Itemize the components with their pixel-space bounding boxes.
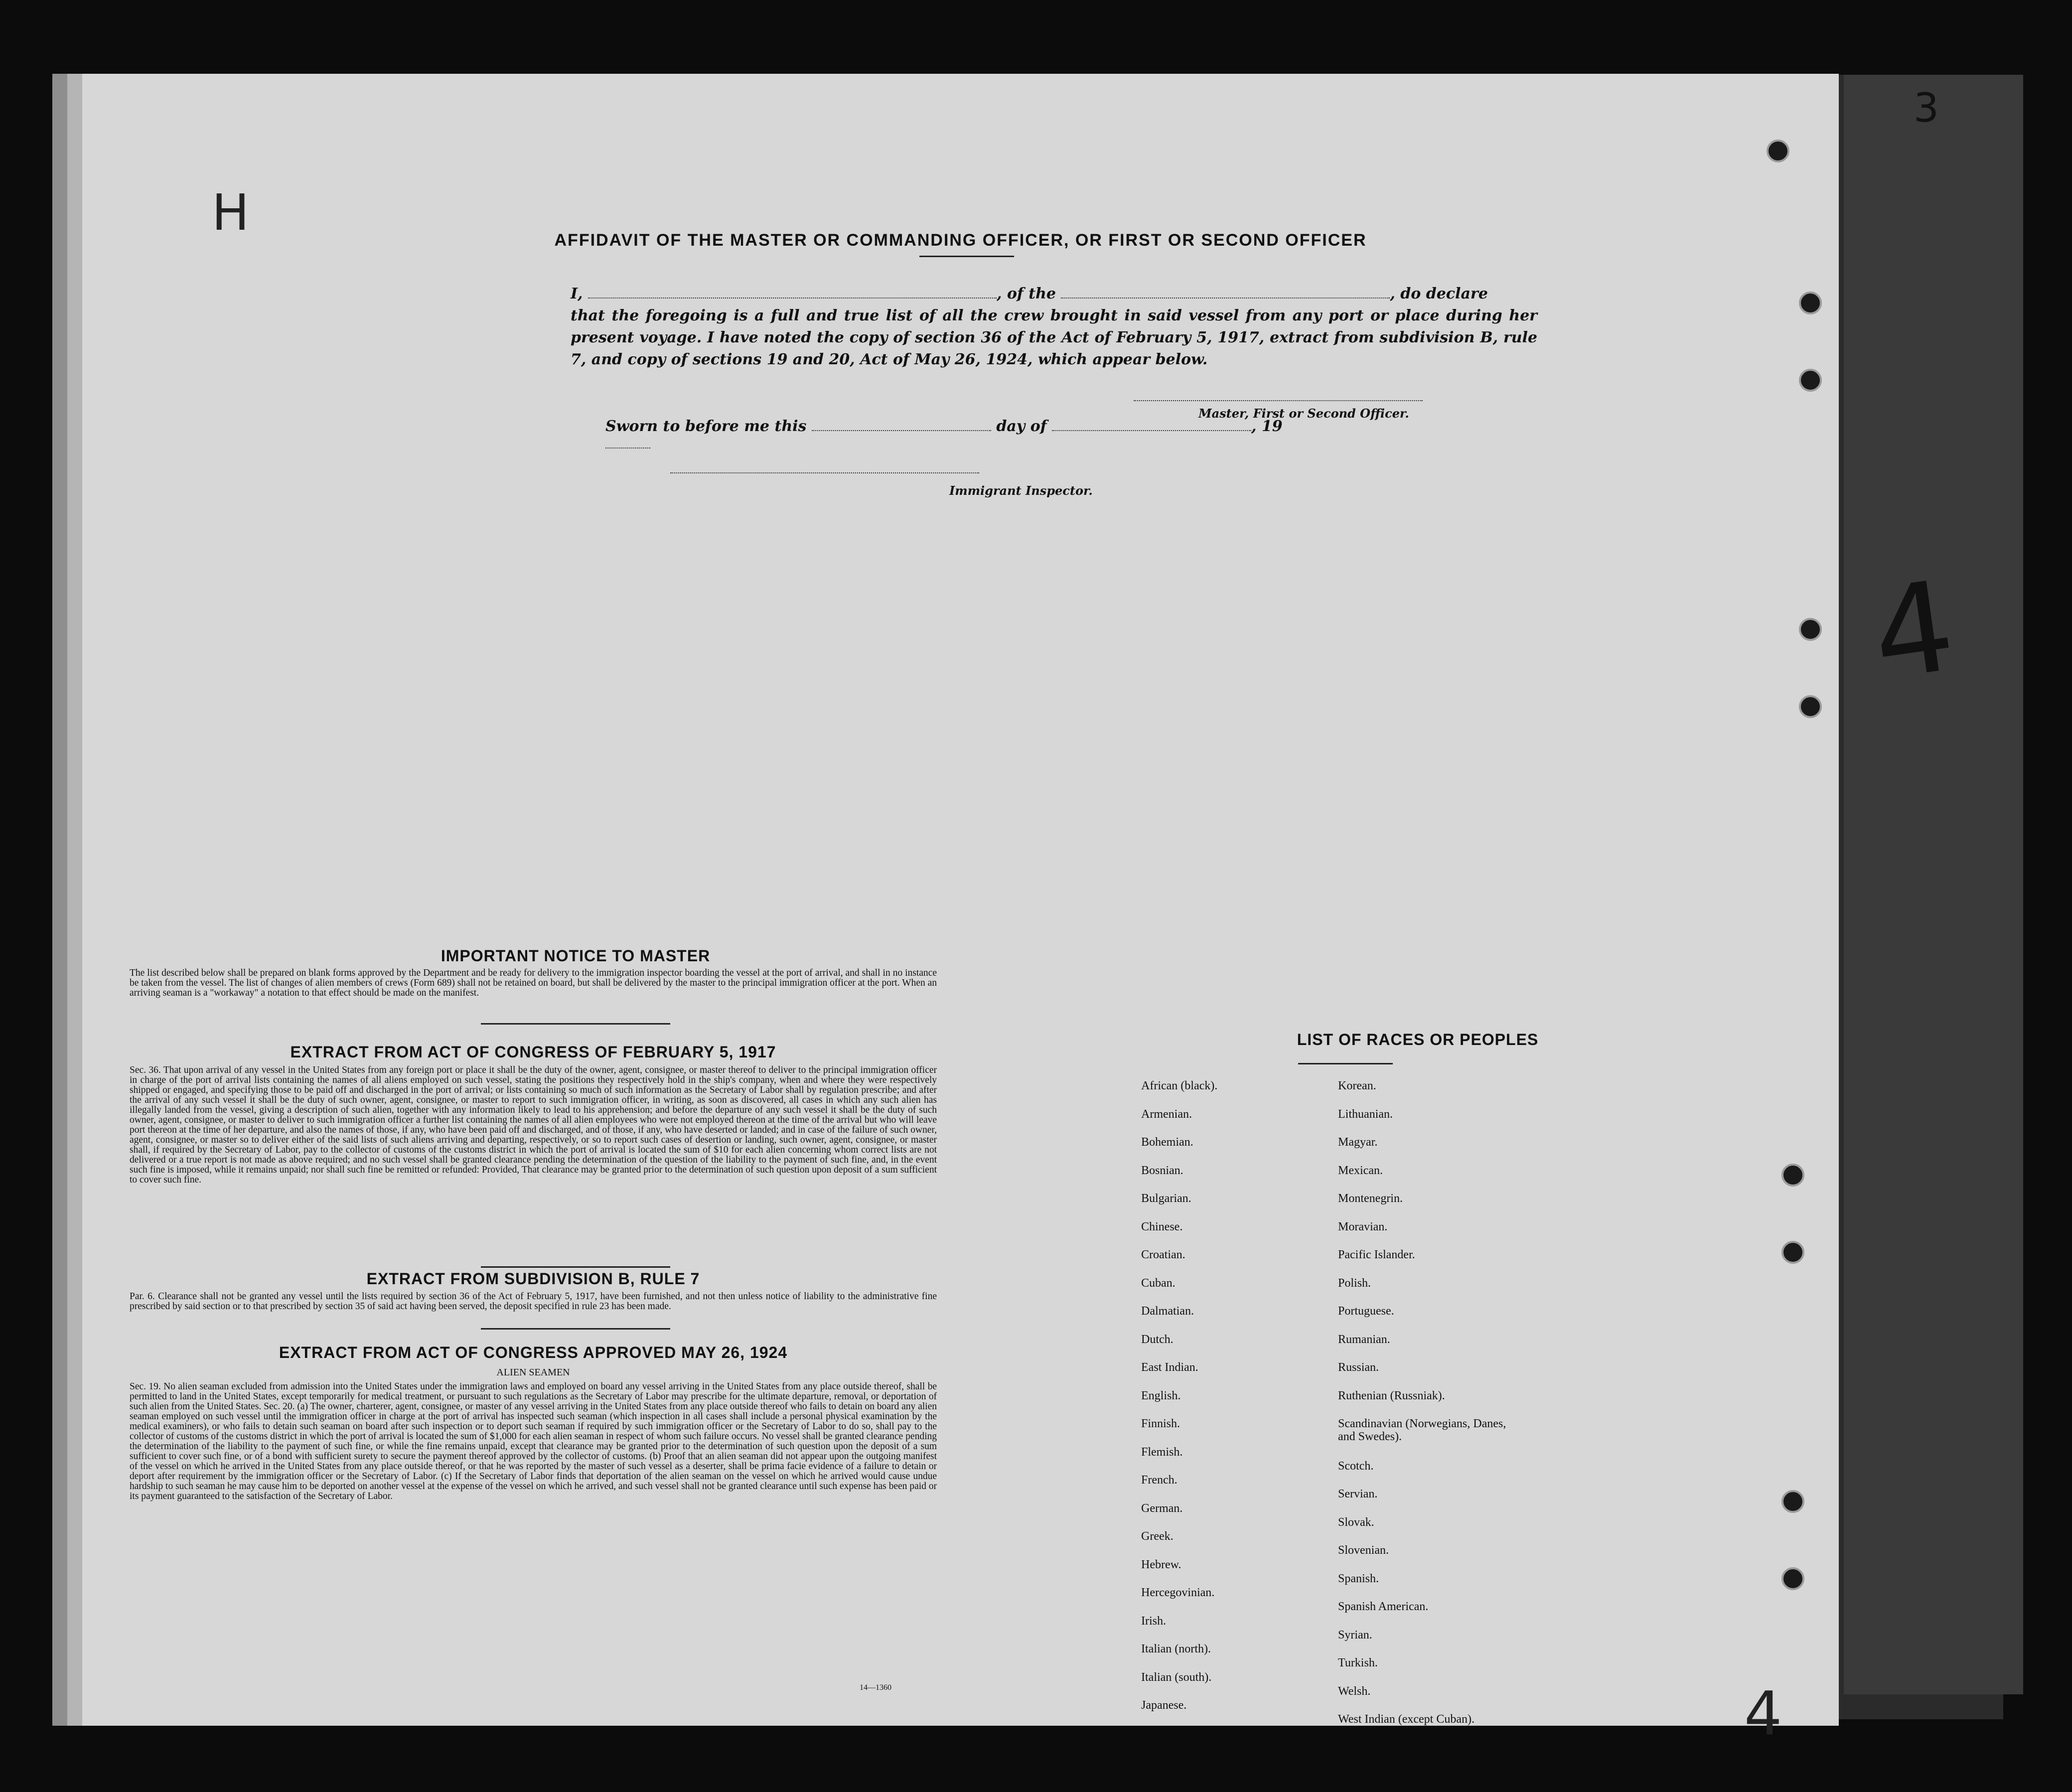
race-item: Servian.: [1338, 1488, 1378, 1500]
race-item: African (black).: [1141, 1079, 1218, 1092]
race-item: Bohemian.: [1141, 1136, 1193, 1149]
sworn-day-blank: [812, 430, 991, 431]
punch-hole: [1799, 695, 1822, 718]
race-item: Armenian.: [1141, 1107, 1192, 1121]
race-item: Japanese.: [1141, 1699, 1187, 1712]
race-item: Turkish.: [1338, 1656, 1378, 1669]
race-item: Chinese.: [1141, 1220, 1183, 1233]
race-item: Mexican.: [1338, 1164, 1383, 1177]
title-divider: [919, 256, 1014, 257]
inspector-caption: Immigrant Inspector.: [949, 483, 1093, 498]
race-item: Syrian.: [1338, 1628, 1372, 1642]
punch-hole: [1781, 1490, 1804, 1513]
race-item: Slovak.: [1338, 1515, 1374, 1529]
name-blank: [588, 298, 997, 299]
notice-title: IMPORTANT NOTICE TO MASTER: [441, 947, 711, 965]
race-item: Lithuanian.: [1338, 1107, 1393, 1121]
race-item: Welsh.: [1338, 1684, 1371, 1698]
extract-1924-text: Sec. 19. No alien seaman excluded from admission into the United States under the immigration laws and employed on board any vessel arriving in the United States from any place outside thereof, shall be permitted to land in the United States, except temporarily for medical treatment, or pursuant to such regulations as the Secretary of Labor may prescribe for the ultimate departure, removal, or deportation of such alien from the United States. Sec. 20. (a) The owner, charterer, agent, consignee, or master of any vessel arriving in the United States from any place outside thereof who fails to detain on board any alien seaman employed on such vessel until the immigration officer in charge at the port of arrival has inspected such seaman (which inspection in all cases shall include a personal physical examination by the medical examiners), or who fails to detain such seaman on board after such inspection or to deport such seaman if required by such immigration officer or the Secretary of Labor to do so, shall pay to the collector of customs of the customs district in which the port of arrival is located the sum of $1,000 for each alien seaman in respect of whom such failure occurs. No vessel shall be granted clearance pending the determination of the liability to the payment of such fine, or while the fine remains unpaid, except that clearance may be granted prior to the determination of such question upon the deposit of a sum sufficient to cover such fine, or of a bond with sufficient surety to secure the payment thereof approved by the collector of customs. (b) Proof that an alien seaman did not appear upon the outgoing manifest of the vessel on which he arrived in the United States from any place outside thereof, or that he was reported by the master of such vessel as a deserter, shall be prima facie evidence of a failure to detain or deport after requirement by the immigration officer or the Secretary of Labor. (c) If the Secretary of Labor finds that deportation of the alien seaman on the vessel on which he arrived would cause undue hardship to such seaman he may cause him to be deported on another vessel at the expense of the vessel on which he arrived, and such vessel shall not be granted clearance until such expense has been paid or its payment guaranteed to the satisfaction of the Secretary of Labor.: [130, 1381, 937, 1501]
race-item: Slovenian.: [1338, 1544, 1389, 1557]
inspector-line: [670, 472, 979, 473]
extract-rule7-text: Par. 6. Clearance shall not be granted any vessel until the lists required by section 36 of the Act of February 5, 1917, have been furnished, and not then unless notice of liability to the administrative fine prescribed by said section or to that prescribed by section 35 of said act having been served, the deposit specified in rule 23 has been made.: [130, 1291, 937, 1312]
race-item: Flemish.: [1141, 1445, 1183, 1459]
races-title: LIST OF RACES OR PEOPLES: [1297, 1031, 1539, 1048]
race-item: Ruthenian (Russniak).: [1338, 1389, 1445, 1402]
affidavit-statement: that the foregoing is a full and true list of all the crew brought in said vessel from any port or place during her present voyage. I have noted the copy of section 36 of the Act of February 5, 1917, extract from subdivision B, rule 7, and copy of sections 19 and 20, Act of May 26, 1924, which appear below.: [571, 307, 1537, 368]
extract-1917-text: Sec. 36. That upon arrival of any vessel in the United States from any foreign port or place it shall be the duty of the owner, agent, consignee, or master thereof to deliver to the principal immigration officer in charge of the port of arrival lists containing the names of all aliens employed on such vessel, stating the positions they respectively hold in the ship's company, when and where they were respectively shipped or engaged, and specifying those to be paid off and discharged in the port of arrival; or lists containing so much of such information as the Secretary of Labor shall by regulation prescribe; and after the arrival of any such vessel it shall be the duty of such owner, agent, consignee, or master to report to such immigration officer, in writing, as soon as discovered, all cases in which any such alien has illegally landed from the vessel, giving a description of such alien, together with any information likely to lead to his apprehension; and before the departure of any such vessel it shall be the duty of such owner, agent, consignee, or master to deliver to such immigration officer a further list containing the names of all alien employees who were not employed thereon at the time of the arrival but who will leave port thereon at the time of her departure, and also the names of those, if any, who have been paid off and discharged, and of those, if any, who have deserted or landed; and in case of the failure of such owner, agent, consignee, or master so to deliver either of the said lists of such aliens arriving and departing, respectively, or so to report such cases of desertion or landing, such owner, agent, consignee, or master shall, if required by the Secretary of Labor, pay to the collector of customs of the customs district in which the port of arrival is located the sum of $10 for each alien concerning whom correct lists are not delivered or a true report is not made as above required; and no such vessel shall be granted clearance pending the determination of the question of the liability to the payment of such fine, and, in the event such fine is imposed, while it remains unpaid; nor shall such fine be remitted or refunded: Provided, That clearance may be granted prior to the determination of such question upon deposit of a sum sufficient to cover such fine.: [130, 1065, 937, 1185]
extract-1917-title: EXTRACT FROM ACT OF CONGRESS OF FEBRUARY 5, 1917: [290, 1043, 776, 1061]
handwritten-corner-mark: 3: [1914, 85, 1939, 131]
race-item: Montenegrin.: [1338, 1192, 1403, 1205]
race-item: Hercegovinian.: [1141, 1586, 1215, 1599]
affidavit-first-line: [571, 283, 1537, 305]
race-item: Finnish.: [1141, 1417, 1181, 1430]
race-item: Scandinavian (Norwegians, Danes, and Swedes).: [1338, 1417, 1506, 1443]
extract-rule7-divider: [481, 1328, 670, 1330]
punch-hole: [1799, 369, 1822, 392]
race-item: Croatian.: [1141, 1248, 1185, 1261]
race-item: West Indian (except Cuban).: [1338, 1713, 1475, 1726]
race-item: East Indian.: [1141, 1361, 1198, 1374]
race-item: Scotch.: [1338, 1459, 1374, 1473]
race-item: German.: [1141, 1501, 1183, 1515]
background-sheet-edge: [1844, 75, 2023, 1694]
race-item: Portuguese.: [1338, 1305, 1394, 1318]
race-item: Irish.: [1141, 1614, 1166, 1628]
punch-hole: [1799, 292, 1822, 314]
sworn-prefix: Sworn to before me this: [605, 418, 807, 435]
declare-label: , do declare: [1390, 285, 1488, 302]
sworn-day-of: day of: [996, 418, 1047, 435]
race-item: Polish.: [1338, 1276, 1371, 1290]
of-the-label: , of the: [996, 285, 1056, 302]
extract-1924-title: EXTRACT FROM ACT OF CONGRESS APPROVED MAY 26, 1924: [279, 1344, 788, 1361]
signature-caption: Master, First or Second Officer.: [1198, 406, 1409, 421]
affidavit-body: [571, 283, 1537, 371]
race-item: Italian (north).: [1141, 1643, 1211, 1655]
margin-handwriting: H: [212, 183, 250, 242]
notice-text: The list described below shall be prepared on blank forms approved by the Department and be ready for delivery to the immigration inspector boarding the vessel at the port of arrival, and shall in no instance be taken from the vessel. The list of changes of alien members of crews (Form 689) shall not be retained on board, but shall be delivered by the master to the principal immigration officer at the port. When an arriving seaman is a "workaway" a notation to that effect should be made on the manifest.: [130, 968, 937, 998]
race-item: Greek.: [1141, 1530, 1174, 1543]
affidavit-title: AFFIDAVIT OF THE MASTER OR COMMANDING OFFICER, OR FIRST OR SECOND OFFICER: [554, 231, 1367, 250]
race-item: Spanish.: [1338, 1572, 1379, 1585]
race-item: Dutch.: [1141, 1333, 1174, 1346]
punch-hole: [1781, 1164, 1804, 1187]
race-item: Korean.: [1338, 1079, 1376, 1092]
race-item: Magyar.: [1338, 1136, 1378, 1149]
race-item: Bosnian.: [1141, 1164, 1184, 1177]
sworn-year: , 19: [1251, 418, 1283, 435]
signature-line: [1134, 400, 1423, 401]
race-item: French.: [1141, 1474, 1178, 1487]
punch-hole: [1799, 618, 1822, 641]
race-item: Italian (south).: [1141, 1670, 1212, 1684]
form-number: 14—1360: [860, 1683, 891, 1692]
document-page: [82, 74, 1839, 1726]
sworn-line: [605, 418, 1303, 452]
sworn-month-blank: [1052, 430, 1251, 431]
race-item: Moravian.: [1338, 1220, 1388, 1233]
punch-hole: [1767, 140, 1789, 162]
race-item: Spanish American.: [1338, 1600, 1429, 1613]
race-item: English.: [1141, 1389, 1181, 1402]
punch-hole: [1781, 1567, 1804, 1590]
race-item: Russian.: [1338, 1361, 1379, 1374]
race-item: Pacific Islander.: [1338, 1248, 1415, 1261]
race-item: Cuban.: [1141, 1276, 1176, 1290]
vessel-blank: [1061, 298, 1390, 299]
handwritten-bottom-mark: 4: [1744, 1679, 1782, 1749]
notice-divider: [481, 1023, 670, 1025]
race-item: Rumanian.: [1338, 1333, 1390, 1346]
punch-hole: [1781, 1241, 1804, 1264]
affidavit-i-label: I,: [571, 285, 583, 302]
extract-1924-subtitle: ALIEN SEAMEN: [496, 1367, 570, 1378]
races-divider: [1298, 1063, 1393, 1064]
extract-rule7-title: EXTRACT FROM SUBDIVISION B, RULE 7: [366, 1270, 700, 1288]
race-item: Bulgarian.: [1141, 1192, 1191, 1205]
race-item: Hebrew.: [1141, 1558, 1182, 1571]
handwritten-page-number: 4: [1864, 553, 1963, 708]
extract-1917-divider: [481, 1266, 670, 1268]
race-item: Dalmatian.: [1141, 1305, 1194, 1318]
